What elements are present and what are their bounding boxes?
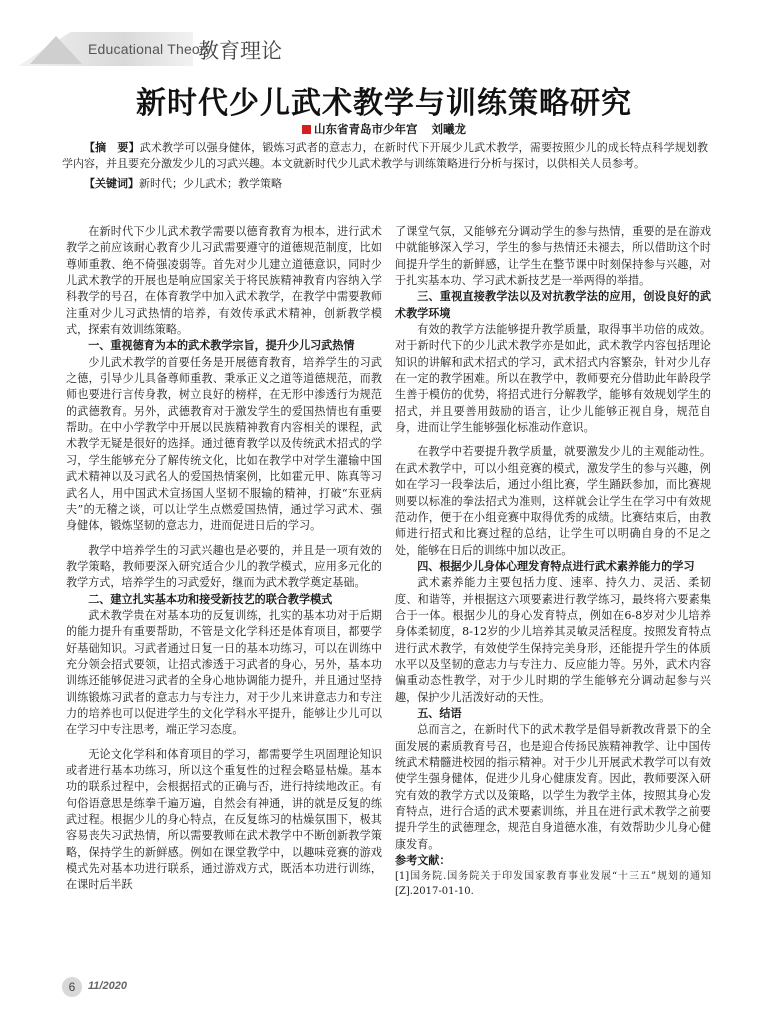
article-title: 新时代少儿武术教学与训练策略研究 <box>136 86 632 121</box>
author: 刘曦龙 <box>431 122 466 136</box>
paragraph: 了课堂气氛，又能够充分调动学生的参与热情，重要的是在游戏中就能够深入学习，学生的参与热情还未褪去，所以借助这个时间提升学生的新鲜感，让学生在整节课中时刻保持参与兴趣，对于扎实基本功、学习武术新技艺是一举两得的举措。 <box>395 225 711 288</box>
abstract-label: 【摘 要】 <box>84 141 140 154</box>
abstract-block <box>62 140 708 192</box>
paragraph: 在教学中若要提升教学质量，就要激发少儿的主观能动性。在武术教学中，可以小组竞赛的模式，激发学生的参与兴趣，例如在学习一段拳法后，通过小组比赛，学生踊跃参加，而比赛规则要以标准的拳法招式为准则，这样就会让学生在学习中有效规范动作，便于在小组竞赛中取得优秀的成绩。比赛结束后，由教师进行招式和比赛过程的总结，让学生可以明确自身的不足之处，能够在日后的训练中加以改正。 <box>395 445 711 557</box>
reference-item: [1]国务院.国务院关于印发国家教育事业发展“十三五”规划的通知[Z].2017-01-10. <box>395 871 711 898</box>
byline <box>0 121 768 137</box>
page-number: 6 <box>62 977 82 997</box>
paragraph: 武术教学贵在对基本功的反复训练，扎实的基本功对于后期的能力提升有重要帮助，不管是文化学科还是体育项目，都要学好基础知识。习武者通过日复一日的基本功练习，可以在训练中充分领会招式要领，让招式渗透于习武者的身心，另外，基本功训练还能够促进习武者的全身心地协调能力提升，并且通过坚持训练锻炼习武者的意志力与专注力，对于少儿来讲意志力和专注力的培养也可以促进学生的文化学科水平提升，能够让少儿可以在学习中专注思考，端正学习态度。 <box>66 608 382 737</box>
paragraph: 总而言之，在新时代下的武术教学是倡导新教改背景下的全面发展的素质教育号召，也是迎合传扬民族精神教学、让中国传统武术精髓进校园的指示精神。对于少儿开展武术教学可以有效使学生强身健体，促进少儿身心健康发育。因此，教师要深入研究有效的教学方式以及策略，以学生为教学主体，按照其身心发育特点，进行合适的武术要素训练，并且在进行武术教学之前要提升学生的武德理念，规范自身道德水准，有效帮助少儿身心健康发育。 <box>395 723 711 851</box>
affiliation: 山东省青岛市少年宫 <box>314 122 418 136</box>
section-heading-4: 四、根据少儿身体心理发育特点进行武术素养能力的学习 <box>417 559 695 573</box>
paragraph: 无论文化学科和体育项目的学习，都需要学生巩固理论知识或者进行基本功练习，所以这个重复性的过程会略显枯燥。基本功的联系过程中，会根据招式的正确与否，进行持续地改正。有句俗语意思是练拳千遍万遍，自然会有神通，讲的就是反复的练武过程。根据少儿的身心特点，在反复练习的枯燥氛围下，极其容易丧失习武热情，所以需要教师在武术教学中不断创新教学策略，保持学生的新鲜感。例如在课堂教学中，以趣味竞赛的游戏模式先对基本功进行联系，通过游戏方式，既活本功进行训练，在课时后半跃 <box>66 747 382 892</box>
header-section-english: Educational Theory <box>88 41 212 57</box>
keywords-text: 新时代；少儿武术；教学策略 <box>139 177 282 190</box>
left-column <box>66 224 382 894</box>
page-header <box>0 0 768 70</box>
paragraph: 少儿武术教学的首要任务是开展德育教育，培养学生的习武之德，引导少儿具备尊师重教、秉承正义之道等道德规范，而教师也要进行言传身教，树立良好的榜样，在无形中渗透行为规范的武德教育。另外，武德教育对于激发学生的爱国热情也有重要帮助。在中小学教学中开展以民族精神教育内容相关的课程，武术教学无疑是很好的选择。通过德育教学以及传统武术招式的学习，学生能够充分了解传统文化，比如在教学中对学生灌输中国武术精神以及习武名人的爱国热情案例，比如霍元甲、陈真等习武名人，用中国武术宣扬国人坚韧不服输的精神，打破“东亚病夫”的无稽之谈，可以让学生点燃爱国热情，通过学习武术、强身健体，锻炼坚韧的意志力，进而促进日后的学习。 <box>66 355 382 533</box>
section-heading-5: 五、结语 <box>417 706 462 720</box>
section-heading-1: 一、重视德育为本的武术教学宗旨，提升少儿习武热情 <box>88 339 355 353</box>
keywords-label: 【关键词】 <box>84 177 139 190</box>
right-column <box>395 224 711 899</box>
paragraph: 在新时代下少儿武术教学需要以德育教育为根本，进行武术教学之前应该耐心教育少儿习武需要遵守的道德规范制度，比如尊师重教、绝不倚强凌弱等。首先对少儿建立道德意识，同时少儿武术教学的开展也是响应国家关于将民族精神教育内容纳入学科教学的号召，在体育教学中加入武术教学，在教学中需要教师注重对少儿习武热情的培养，有效传承武术精神，创新教学模式，探索有效训练策略。 <box>66 225 382 337</box>
keywords <box>62 176 708 192</box>
issue-number: 11/2020 <box>88 980 127 992</box>
references-heading: 参考文献： <box>395 854 451 868</box>
abstract-text: 武术教学可以强身健体，锻炼习武者的意志力，在新时代下开展少儿武术教学，需要按照少儿的成长特点科学规划教学内容，并且要充分激发少儿的习武兴趣。本文就新时代少儿武术教学与训练策略进行分析与探讨，以供相关人员参考。 <box>62 141 709 170</box>
section-heading-3: 三、重视直接教学法以及对抗教学法的应用，创设良好的武术教学环境 <box>395 290 711 320</box>
header-triangle-icon <box>30 36 82 64</box>
paragraph: 有效的教学方法能够提升教学质量，取得事半功倍的成效。对于新时代下的少儿武术教学亦是如此，武术教学内容包括理论知识的讲解和武术招式的学习，武术招式内容繁杂，针对少儿存在一定的教学困难。所以在教学中，教师要充分借助此年龄段学生善于模仿的优势，将招式进行分解教学，能够有效规划学生的招式，并且要善用鼓励的语言，让少儿能够正视自身，规范自身，进而让学生能够强化标准动作意识。 <box>395 323 711 435</box>
paragraph: 教学中培养学生的习武兴趣也是必要的，并且是一项有效的教学策略，教师要深入研究适合少儿的教学模式，应用多元化的教学方式，培养学生的习武爱好，继而为武术教学奠定基础。 <box>66 543 382 590</box>
header-section-chinese: 教育理论 <box>198 39 282 63</box>
abstract <box>62 140 708 172</box>
red-square-icon <box>302 125 311 134</box>
paragraph: 武术素养能力主要包括力度、速率、持久力、灵活、柔韧度、和谐等，并根据这六项要素进行教学练习，最终将六要素集合于一体。根据少儿的身心发育特点，例如在6-8岁对少儿培养身体柔韧度，8-12岁的少儿培养其灵敏灵活程度。按照发育特点进行武术教学，有效使学生保持完美身形，还能提升学生的体质水平以及坚韧的意志力与专注力、反应能力等。另外，武术内容偏重动态性教学，对于少儿时期的学生能够充分调动起参与兴趣，保护少儿活泼好动的天性。 <box>395 576 711 704</box>
section-heading-2: 二、建立扎实基本功和接受新技艺的联合教学模式 <box>88 592 333 606</box>
